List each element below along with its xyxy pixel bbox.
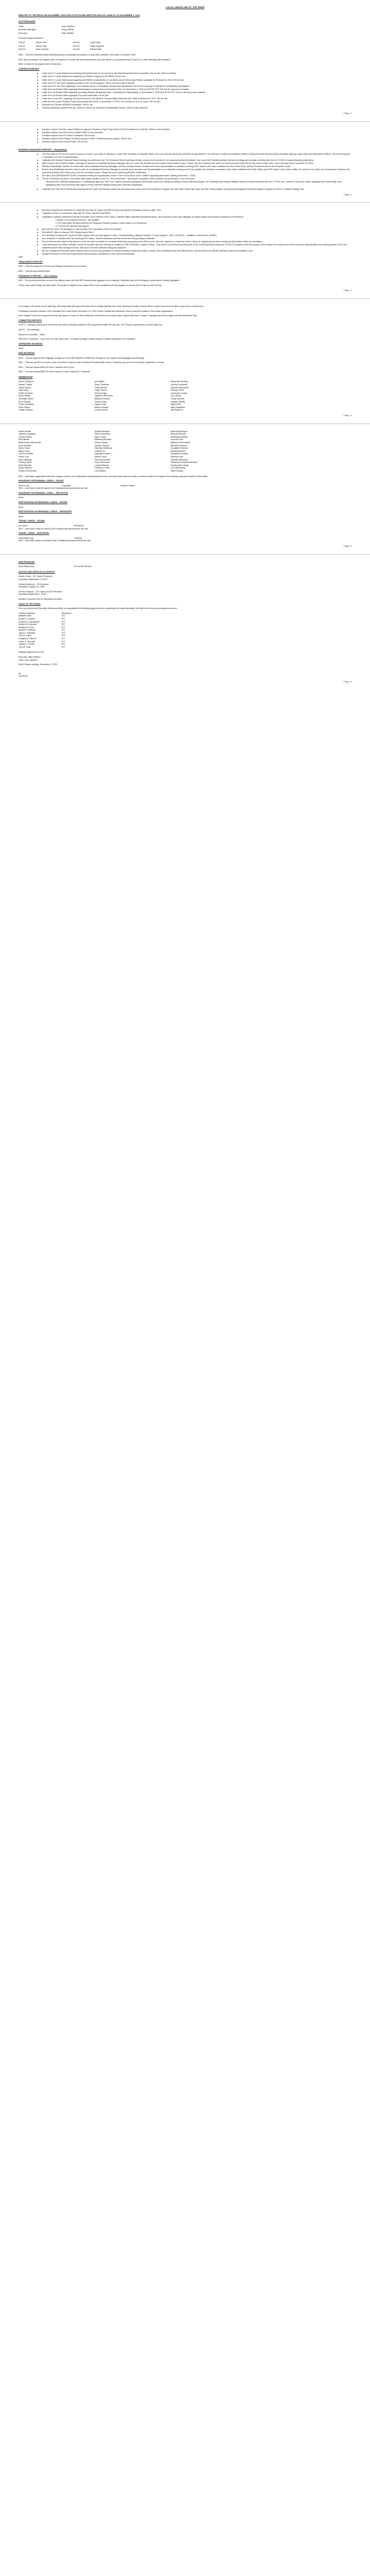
apprentice-name: Dexter M. Dimonlini: [18, 623, 37, 626]
list-item: ■ Letter from 1st District office regarding Wednesday's Common Sense Economics Part 2 on November 4, 2020 at 6:00 PM PST. File for info and post to website.: [37, 88, 352, 91]
president-para-4: If individual members donate to the Canadian Red Cross before November 23, 2020 Hondo Canada will contribute 3 times what you donate to this worthy organization.: [18, 309, 173, 313]
member-name: Michael Kandan: [170, 449, 186, 452]
membership-column: [94, 380, 164, 412]
exec-unit: Unit #2: [18, 44, 25, 47]
member-name: Chelsey Ryner: [18, 461, 33, 464]
part-issued-none: None: [18, 505, 24, 509]
treasurer-motion-2: MSC – That we pay Warrant #640: [18, 270, 51, 272]
unfinished-none: None: [18, 347, 24, 350]
list-item: ■ Letter from 1st District office regarding upcoming webinar Wednesday topic "Introduction to Stewardship" on December 2, 2020 @ 6:00 PM PST. File for info and post to website.: [37, 91, 352, 94]
member-name: Asif Shannon: [170, 409, 183, 412]
member-name: Ryan Sturkey: [170, 469, 184, 472]
member-name: Samantha Krueger: [170, 452, 189, 456]
motion-suspend-order: MSC that we suspend the regular order of business to receive the draft audit reports from Lyle Brown our accountant from Culver & Co. Also attending Bill Saunders.: [18, 58, 171, 61]
member-name: Jason Sands: [18, 386, 31, 389]
death-entry: Donald Anderson – ID Pensioner Deceased October 14, 2020: [18, 583, 49, 589]
attendance-role: Business Manager:: [18, 28, 37, 31]
good-of-union-label: GOOD OF THE UNION: [18, 602, 41, 605]
page-number-2: Page | 2: [343, 193, 352, 196]
member-name: Karen Swan: [18, 447, 30, 450]
member-name: Garnet Zimmerman: [18, 469, 37, 472]
sub-list-item: o The MOU for Winders was signed.: [56, 224, 89, 227]
member-name: Blake Howe: [18, 449, 30, 452]
apprentice-trade: PLT: [62, 637, 65, 640]
member-name: Gabriel Imn: [94, 449, 105, 452]
member-name: Reni McCormick: [94, 458, 110, 461]
member-name: Julienne Camacho: [18, 433, 36, 436]
bm-report-list-3: [37, 209, 352, 218]
member-name: Tarik Dorwmelgh: [94, 433, 110, 436]
hon-issued-label: HONORARY WITHDRAWAL CARDS – ISSUED: [18, 480, 64, 483]
member-name: Satinderpal Atheal: [170, 435, 188, 438]
correspondence-list: [37, 72, 352, 110]
member-name: Brian Creelman: [94, 383, 109, 386]
list-item: ■ Received the October NEBSEN newsletter. File for info.: [37, 104, 352, 107]
msc-line: MSC: [18, 256, 23, 259]
exec-unit: Unit #5: [73, 44, 80, 47]
motion-return-order: MSC to return to the regular order of business.: [18, 63, 62, 66]
list-item: ■ Letter from IT Lonnie Stephenson regarding Joe Biden's support for the IBEW. File for info.: [37, 75, 352, 78]
exec-unit: Unit #6: [73, 48, 80, 51]
member-name: Lion Watson: [94, 469, 107, 472]
card-status: ID Normal Pension: [74, 565, 92, 568]
member-name: Fintan Knowles: [18, 391, 33, 395]
card-status: Electrician: [74, 525, 84, 528]
deaths-label: DEATHS AND SERIOUS ACCIDENTS: [18, 570, 55, 573]
membership-grid-2: [18, 430, 240, 473]
page-divider: [0, 121, 370, 122]
member-name: Michael Scanlon: [170, 433, 186, 436]
member-name: Abby Dean: [170, 403, 181, 406]
list-item: ■ Donation request from Purpose Society in support of their Christmas hamper project. File for info.: [37, 137, 352, 141]
list-item: ■ I attended the Safe Work Partnership meeting with BC Hydro and Movelco where the discussion this month was on the Asbestos Program, the Safe Work Observation App, the ARC Flash program, Emergency Management/ Business Impact Analysis and the FLD Safety Strategy Plan.: [37, 188, 352, 191]
membership-column: [18, 380, 88, 412]
apprentice-name: Trey D. Lashy: [18, 634, 31, 637]
part-deposited-label: PARTICIPATING WITHDRAWAL CARDS – DEPOSITED: [18, 510, 72, 513]
apprentices-list: [18, 612, 92, 649]
committee-adtc: A&JTC – No meetings.: [18, 328, 40, 331]
card-name: Ian Talbot: [18, 525, 28, 528]
exec-unit: Unit #3: [18, 48, 25, 51]
member-name: Jedda Knudson: [18, 409, 33, 412]
apprentice-trade: PLT: [62, 645, 65, 648]
apprentice-trade: PLT: [62, 634, 65, 637]
list-item: ■ Donation request from St. Paul's Foundation. File for info.: [37, 134, 352, 137]
president-label: PRESIDENT'S REPORT – Dave McMinn: [18, 274, 57, 277]
member-name: Matthew Richards: [94, 438, 112, 441]
list-item: ■ Letter from IVP Tom Reid regarding updates to the COVID program. File for info and post to website.: [37, 82, 352, 85]
list-item: ■ Donation request from Red Cross Canada. Refer to new business.: [37, 131, 352, 134]
member-name: Cindy Schmidt: [170, 398, 184, 401]
list-item: ■ Our new Local 258 IBEW NEXTGEN Committee invites you to participate in their "Give a Ho to Save a Bro" contest supporting Movember, starting November 1, 2020.: [37, 174, 352, 178]
membership-column: [171, 380, 240, 412]
member-name: Mark Handfield: [170, 406, 185, 409]
hon-deposited-label: HONORARY WITHDRAWAL CARDS – DEPOSITED: [18, 491, 68, 494]
apprentice-trade: PLT: [62, 615, 65, 618]
member-name: Mark Rahman: [18, 464, 32, 467]
attendance-name: Doug McKay: [62, 28, 74, 31]
member-name: Khushwinder Singh: [170, 464, 189, 467]
footer-code: /kt COPE378: [18, 672, 28, 678]
member-name: Mathew Prinders: [94, 398, 110, 401]
member-name: Kayla Turnal: [94, 403, 107, 406]
member-name: Karim Amirali: [18, 430, 31, 433]
travel-issued-label: TRAVEL CARDS – ISSUED: [18, 520, 45, 523]
exec-members-label: Executive Board Members:: [18, 36, 44, 39]
apprentice-name: Lindsey Anderson: [18, 611, 35, 615]
card-name: Christopher Ligi: [18, 536, 33, 539]
committee-label: COMMITTEE REPORTS: [18, 319, 42, 322]
membership-grid: [18, 380, 240, 412]
member-name: Ian Walker: [94, 380, 105, 383]
member-name: Robyn Lalo: [18, 455, 30, 458]
member-name: Cody Farmer: [94, 389, 107, 392]
member-name: Cherby Friend: [170, 389, 184, 392]
page-number-6: Page | 6: [343, 681, 352, 683]
exec-name: Cathy Tegarelli: [90, 44, 104, 47]
exec-name: Dean Kotania: [36, 48, 49, 51]
list-item: ■ Effective immediately, Brother Jim Greenwell, Senior Assistant Business Manager, will be providing member services and Union representation to members working at BC Hydro in the lower mainland from the Fraser River north to Pemberton and on the Sunshine Coast.: [37, 165, 352, 168]
exec-name: Rachel Allan: [90, 48, 102, 51]
member-name: Alexander Bradley: [170, 380, 188, 383]
attendance-name: Mike McMinn: [62, 31, 74, 35]
treasurer-motion-1: MSC – That we accept the Current and Savings Accounts If found correct.: [18, 265, 87, 268]
page-number-5: Page | 5: [343, 545, 352, 547]
list-item: ■ We have scheduled an Arbitrator for meals ($1) per day. BC Hydro and IBEW will go through the arbitration process in May, 2021.: [37, 209, 352, 212]
hon-issued-motion: MSC – that these cards be issued if all Constitutional requirements are met.: [18, 487, 89, 490]
attendance-name: Dave McMinn: [62, 25, 75, 28]
membership-column: [18, 430, 88, 473]
list-item: ■ Updated Executive on the current grievances and provided a breakdown on the current membership.: [37, 253, 352, 256]
chair-line: Chair: Dave McMinn: [18, 658, 38, 661]
card-name: Dave Melnechuk: [18, 565, 35, 568]
document-header-title: LOCAL UNION 258 OF THE IBEW: [165, 6, 205, 9]
list-item: ■ The 2nd wave of COVID-19 is upon us and as a result, if you plan on visiting our Union Hall, including our Dispatch office, you must now call ahead and schedule an appointment. You will have to follow all mandatory health & safety protocols and instructions including wearing a face mask and using hand sanitizer. You will be required to complete a COVID-19 questionnaire.: [37, 153, 352, 158]
apprentice-name: Gregory W. Nelson: [18, 637, 36, 640]
page-divider: [0, 554, 370, 555]
member-name: Alicia Bouyemgue: [170, 430, 187, 433]
member-name: Jeremiah Munro: [18, 398, 34, 401]
exec-name: Klaus Kraft: [36, 41, 46, 44]
page-number-1: Page | 1: [343, 112, 352, 115]
hon-deposited-none: None.: [18, 496, 25, 499]
in-attendance-label: IN ATTENDANCE: [18, 20, 36, 23]
member-name: Turner Steinhard: [18, 403, 35, 406]
apprentice-trade: PLT: [62, 643, 65, 646]
member-name: Quentin Desmarais: [170, 386, 189, 389]
member-name: Peter Patton: [18, 406, 30, 409]
meeting-adjourned: Meeting adjourned at 14:05: [18, 651, 44, 654]
member-name: Andreia Berquet: [94, 430, 110, 433]
list-item: ■ Letter from Local 1007 regarding this year's format for the Western Canada Utility Telephone and Cable conference in 2021. File for info.: [37, 97, 352, 100]
member-name: Joshua Troopmell: [170, 383, 187, 386]
minutes-title: MINUTES OF THE REGULAR NOVEMBER, 2020 EXECUTIVE BOARD MEETING HELD IN LANGLEY ON NOVEMBER 3, 2020: [18, 14, 140, 17]
member-name: Mike Hastings: [18, 458, 32, 461]
apprentice-trade: PLT: [62, 623, 65, 626]
member-name: Pormeton Thind: [94, 467, 110, 470]
list-item: ■ As a reminder to members who are working at BC Hydro, vehicle infractions and time sheets are being heavily scrutinized.: [37, 237, 352, 240]
membership-label: MEMBERSHIP: [18, 375, 33, 378]
list-item: ■ For our lineman who travel to the states to work, we need to remind our members that if they are going to the USA to work, they are required to contact the Union Hall as an original paid up dues receipt and introduction letter are mandatory.: [37, 240, 352, 243]
sub-list-item: o Article 2.6 (n) Stand by Service – get updates: [56, 218, 99, 221]
member-name: Teresa Smith: [94, 400, 107, 403]
document-page: [0, 6, 370, 684]
treasurer-label: TREASURER'S REPORT: [18, 260, 43, 263]
apprentice-name: Troy M. Trefz: [18, 645, 31, 648]
page-divider: [0, 202, 370, 203]
attendance-list: [18, 25, 352, 35]
good-of-union-text: The Local Union and Executive Board would like to congratulate the following apprentices on completing their apprenticeships. We wish them a long and prosperous career.: [18, 607, 178, 610]
list-item: ■ After 40 years as an IBEW member, including 18 years as an Assistant Business Manager with our Local 258, Brother Dan Desrochers has decided to retire. Please join me in wishing Dan well in his retirement and thank him for his service to the Union. Dan's last day will be November 30, 2020.: [37, 162, 352, 165]
card-status: Lineman: [74, 536, 83, 539]
exec-name: Gerry Pope: [36, 44, 47, 47]
part-deposited-none: None: [18, 515, 24, 518]
recorder-line: Recorder: Mike McMinn: [18, 656, 41, 659]
committee-nextgen: NEXGEN Committee – Give a Mo for a Bro this month. To support prostate cancer research. Always looking for new members.: [18, 338, 136, 341]
apprentice-name: Austin N. Hoffman: [18, 629, 36, 632]
motion-accept-minutes: MSC – That the Executive Board Meeting Minutes be accepted as posted to Local 258's website in the month of October, 2020.: [18, 53, 136, 56]
travel-issued-motion: MSC – that these cards be issued if all Constitutional requirements are met.: [18, 527, 89, 530]
membership-column: [94, 430, 164, 473]
page-number-3: Page | 3: [343, 289, 352, 292]
apprentice-name: Charles B. Capstrance: [18, 620, 40, 623]
member-name: Gwen Ahearn: [94, 386, 107, 389]
travel-deposited-motion: MSC – that these cards be accepted if all Constitutional requirements are met.: [18, 539, 91, 542]
exec-unit: Unit #1: [18, 41, 25, 44]
death-entry: Hubert Jones – BC Hydro Pensioner Deceased September 13, 2020: [18, 575, 52, 581]
list-item: ■ Letter from 1st District office regarding Four-plus Aerial Mtts. File for info.: [37, 94, 352, 97]
list-item: ■ Our members working at BC Hydro at SMCL please note we have signed a Letter of Understanding, effective October 17 until January 2, 2021. COVID-19 – Variation in Start Times at SMCL.: [37, 234, 352, 237]
president-para-3: No change in the status of unit meetings. Still suspended although unit chairs will be putting together their 2021 meeting schedules so they will be in place should we be able to get back to having them.: [18, 305, 204, 308]
list-item: ■ Letter from the Union Protects Project announcing their AGM on November 17,2020. Lori McInnes to sit in on zoom. File for info.: [37, 100, 352, 104]
member-name: Kaslette Ramondo: [170, 458, 188, 461]
member-name: Kyle Gauthier: [18, 444, 31, 447]
exec-unit: Unit #4: [73, 41, 80, 44]
member-name: Gurinder Grill: [170, 438, 183, 441]
committee-womens: Women's Committee – None: [18, 333, 46, 336]
travel-issued-table: [18, 525, 204, 528]
member-name: Vanessa Ivey: [170, 455, 183, 458]
page-divider: [0, 423, 370, 424]
member-name: Liam Eddy: [18, 389, 29, 392]
member-name: Alexander Postlvetzmbmaral: [170, 461, 197, 464]
new-business-motion: MSC – That we donate $500.00 to the Hudson's Hope Grads 2021 fundraiser.: [18, 370, 91, 374]
bm-report-list-2: [37, 188, 352, 191]
list-item: ■ Donation request from Bro. Jason Paisley in support of Hudson's Hope Grad Class of 2021 fundraiser for Grad trip. Refer to new business.: [37, 128, 352, 131]
member-name: Ryan Tucker: [94, 435, 107, 438]
list-item: ■ I attended COVID-19 conference calls with BC Hydro, MoveUP and IBEW.: [37, 212, 352, 215]
member-name: Angel Sullivan: [18, 467, 32, 470]
member-name: Marcel Chabot: [18, 383, 33, 386]
member-name: Lawrence Lumley: [170, 391, 187, 395]
bm-quote: "Because free collective bargaining is a constitutional right and "Free Your" clauses prevent subsequent and similar unions from having the ability to freely collective bargain, the Federation will endorse affiliated unions to cease and desist the use of "Free Your" clauses in any such similar language that would inhibit other bargaining units from exercising their rights to freely collective bargain during their respective bargaining.": [46, 180, 342, 186]
list-item: ■ Donation request from Canuck Place. File for info.: [37, 141, 352, 144]
member-name: Rich Gimond: [18, 400, 31, 403]
member-name: Bruno Martin: [18, 395, 31, 398]
list-item: ■ I attended the October Executive Board meeting via conference call. The Executive Board meetings minutes continue to be posted on our password protected website. Our Local 258 President advises that wall meetings are currently not being held due to COVID-19 social distancing restrictions.: [37, 159, 352, 162]
apprentice-name: Jason p. Kilmartin: [18, 631, 35, 634]
new-pensions-table: [18, 565, 204, 568]
exec-name: Lloyd Clark: [90, 41, 101, 44]
member-name: Connor Smith: [18, 435, 31, 438]
membership-column: [171, 430, 240, 473]
president-para-1: MSC –The provincial election is now in the history books with the NDP winning what appears to be a majority. Hopefully they will be bringing in some labour friendly legislation.: [18, 279, 180, 282]
member-name: Claudette Hekmat: [170, 447, 187, 450]
list-item: ■ Letter from IT Lonnie Stephenson thanking Nicole Bornezyk for her service to the International Women's Committee. File for info. Refer to Hotline.: [37, 72, 352, 75]
member-name: Lynn Wood: [170, 395, 181, 398]
new-business-motion: MSC – That we donate $500.00 to the Canadian Red Cross.: [18, 366, 75, 369]
member-name: Lori Valkenholtz: [170, 467, 186, 470]
new-pensions-label: NEW PENSIONS: [18, 560, 35, 563]
member-name: Kayleigh Koehler: [94, 452, 110, 456]
membership-motion: MSC – that these applications take their regular course if all Constitutional requirements are met, and that these names be read out and/or posted at all regular Unit meetings during the month of November.: [18, 475, 208, 478]
card-status: Coquitlam: [62, 484, 72, 487]
member-name: Marcie George: [94, 406, 109, 409]
list-item: ■ Training assistance request from Bro. Andrew Canovio for Electrical Fundamentals Course. Refer to new business.: [37, 107, 352, 110]
card-note: General Trades: [120, 484, 135, 487]
list-item: ■ I attended a monthly conference call with Executive Vice President of BC Hydro Charlotte Mitha regarding operational issues. We continue to have open dialogue on issues facing my members including by not limited to:: [37, 216, 352, 219]
death-entry: Donald Simpson – BC Hydro and ID Pensioner Deceased September 1, 2020: [18, 590, 62, 596]
apprentice-trade: PLT: [62, 626, 65, 629]
exec-members-grid: [18, 41, 173, 51]
member-name: Sapphire Wendricht: [94, 395, 113, 398]
page-divider: [0, 298, 370, 299]
member-name: Alberrt Lalnd: [94, 455, 107, 458]
apprentice-trade: PLT: [62, 617, 65, 620]
apprentice-trade: PLT: [62, 631, 65, 634]
bm-report-list-4: [37, 228, 352, 256]
list-item: ■ I was interviewed by a Steel Heritage Centre for a project they are working on entitled (COVID Chronicles: Labour's Story). They want to record first-hand accounts of BC's working people during the COVID-19 pandemic with the purpose of the project is to capture and enrich history by documenting how working people in BC have experienced their lives through this time, and how it has been affected during the pandemic.: [37, 243, 352, 249]
bm-report-list: [37, 153, 352, 180]
page-number-4: Page | 4: [343, 414, 352, 417]
member-name: Kyleigh Stanley: [170, 400, 186, 403]
member-name: Matthew Greenwood: [170, 441, 190, 444]
list-item: ■ Letter from IVP Tom Reid regarding a new national survey on workplace violence and harassment. File for info and post to website for membership participation.: [37, 85, 352, 88]
list-item: ■ We are posting the Executive Board minutes and if you have any questions or concerns please contact your ABM or myself. We understand these are difficult times, and at all times the IBEW's staff and myself are available to you.: [37, 250, 352, 253]
apprentice-name: Colby G. Schmidt: [18, 640, 35, 643]
deaths-list: [18, 575, 352, 596]
new-business-label: NEW BUSINESS: [18, 351, 35, 354]
next-meeting: Next E Board meeting: December 1, 2020: [18, 663, 57, 666]
member-name: Bernard Gumbrax: [170, 444, 187, 447]
attendance-role: Chair:: [18, 25, 25, 28]
member-name: Evan Pekerman: [94, 461, 110, 464]
attendance-role: Recorder:: [18, 31, 28, 35]
part-issued-label: PARTICIPATING WITHDRAWAL CARDS – ISSUED: [18, 501, 68, 504]
member-name: Tarl-Ann Kimber: [18, 452, 34, 456]
list-item: ■ Letter from IT Lonnie Stephenson regarding the IBEW's endorsement of Joe Biden as the Democratic Parties candidate for President in 2020. File for info.: [37, 79, 352, 82]
committee-jlatc: JLATTC –meeting coming up in December and will be looking at what the 2021 apprentice intake will look like. 15-17th year apprentices at school right now: [18, 324, 162, 327]
member-name: Paul Baxter: [18, 438, 30, 441]
apprentice-trade: PLT: [62, 640, 65, 643]
sub-list-item: o The Union gave 30 days notice for the Regional Foreman position, which expires on 4 November: [56, 221, 147, 224]
list-item: ■ Brother Amy Sutherland has been hired to work as an Assistant Business Manager to provide Union services and representation to our members working at all of our private line contractor companies in the lower mainland and Fraser Valley, and at BC Hydro in the Fraser Valley. He comes to our Union as a Journeyman Lineman and previously worked at BC Hydro and in our line contractor sector. Please join me in welcoming Brother Sutherland.: [37, 168, 352, 174]
correspondence-label: CORRESPONDENCE: [18, 67, 39, 70]
apprentice-trade: PLT: [62, 629, 65, 632]
card-name: Dennis Dey: [18, 484, 30, 487]
list-item: ■ Met with BC Hydro HR Managers to discuss Real Time Operations Work Force Model.: [37, 228, 352, 231]
apprentice-name: Bobby D. Godden: [18, 617, 35, 620]
member-name: Crystal Reeves: [94, 464, 109, 467]
member-name: Joshua Norris: [94, 409, 108, 412]
unfinished-label: UNFINISHED BUSINESS: [18, 342, 43, 345]
new-business-motion: MSC – That we approve the language changes to Local 258's Bylaws to reflect the changes to our location and language housekeeping.: [18, 356, 145, 359]
member-name: Jandyn Gloorne: [94, 444, 110, 447]
new-business-motion: MSC – That we pay 50% of course costs for Andrew Canovio to take Electrical Fundamentals course. Payment upon proof of successful completion of course.: [18, 361, 165, 364]
member-name: Kimber Boyce: [94, 441, 108, 444]
apprentice-trade: Electrician: [62, 611, 72, 615]
member-name: Derek Finlayson: [18, 380, 34, 383]
president-para-2: On the local scene things are fairly quiet. Our project to digitize all our paper files is now completed and the program to access them is also up and running.: [18, 284, 162, 287]
member-name: Nicholas Mattinson: [94, 447, 112, 450]
member-name: Bartholomew Bonneville: [18, 441, 41, 444]
apprentice-name: Bradley W. Grow: [18, 626, 35, 629]
apprentice-trade: PLT: [62, 620, 65, 623]
travel-deposited-label: TRAVEL CARDS – DEPOSITED: [18, 532, 49, 535]
moment-of-silence: Moment of silence held for deceased members.: [18, 597, 63, 600]
list-item: ■ The BC Federation of Labour Convention takes place virtually on the 26 – 28 of November. I will provide an update on the resolution we put forward in my next report.: [37, 178, 352, 181]
new-business-list: [18, 357, 352, 374]
bm-report-label: BUSINESS MANAGER'S REPORT – Doug McKay: [18, 148, 67, 151]
apprentice-name: Matthew Allen: [18, 615, 32, 618]
donations-list: [37, 128, 352, 144]
president-para-5: Don't forget to show your support for those who gave so much for this country and the freedoms we enjoy today. Support this year's Poppy Campaign and wear a poppy until Remembrance Day.: [18, 314, 197, 317]
list-item: ■ Met with BC Hydro to discuss OPC Resourcing at Site C.: [37, 231, 352, 234]
apprentice-name: Jackson T. Smith: [18, 643, 35, 646]
bm-sub-list: [56, 219, 352, 228]
member-name: Jenna Kruger: [94, 391, 107, 395]
